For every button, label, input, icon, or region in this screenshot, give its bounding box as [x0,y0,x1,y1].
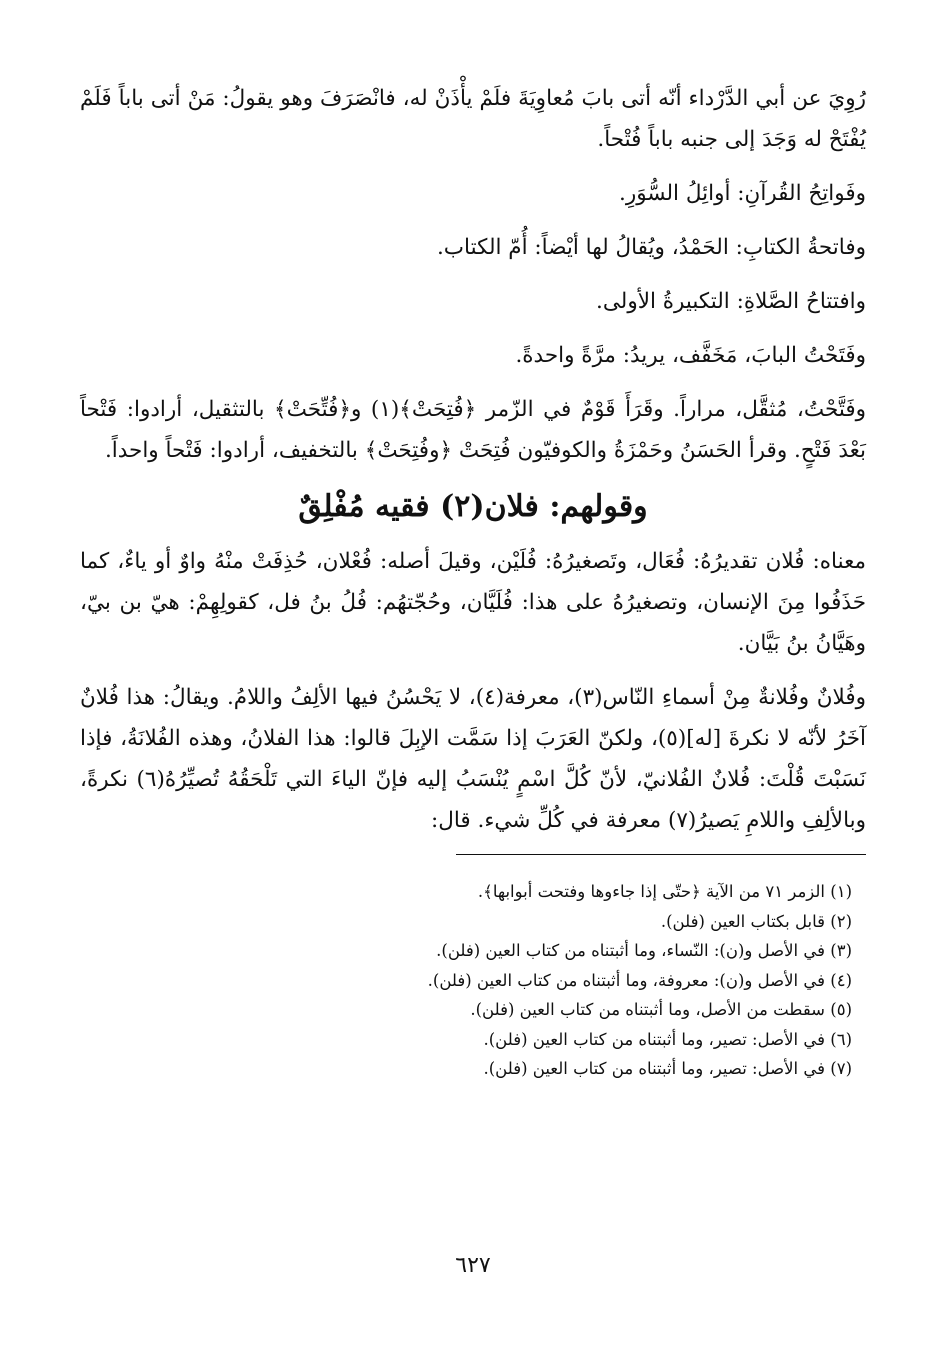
paragraph: وفُلانٌ وفُلانةٌ مِنْ أسماءِ النّاس(٣)، معرفة(٤)، لا يَحْسُنُ فيها الألِفُ واللامُ. ويقالُ: هذا فُلانٌ آخَرُ لأنّه لا نكرةَ [له](٥)، ولكنّ العَرَبَ إذا سَمَّت الإبِلَ قالوا: هذا الفلانُ، وهذه الفُلانَةُ، فإذا نَسَبْتَ قُلْتَ: فُلانٌ الفُلانيّ، لأنّ كُلَّ اسْمٍ يُنْسَبُ إليه فإنّ الياءَ التي تَلْحَقُهُ تُصيِّرُهُ(٦) نكرةً، وبالألِفِ واللامِ يَصيرُ(٧) معرفة في كُلِّ شيء. قال: [80,685,866,833]
section-heading: وقولهم: فلان(٢) فقيه مُفْلِقٌ [298,489,648,524]
footnote: (٢) قابل بكتاب العين (فلن). [660,911,852,931]
footnote: (٦) في الأصل: تصير، وما أثبتناه من كتاب العين (فلن). [483,1029,852,1049]
paragraph: معناه: فُلان تقديرُهُ: فُعَال، وتَصغيرُهُ: فُلَيْن، وقيلَ أصله: فُعْلان، حُذِفَتْ منْهُ واوٌ أو ياءٌ، كما حَذَفُوا مِنَ الإنسان، وتصغيرُهُ على هذا: فُلَيَّان، وحُجّتهُم: فُلُ بنُ فل، كقولِهِمْ: هيّ بن بيّ، وهَيَّانُ بنُ بَيَّان. [80,549,866,656]
page-number: ٦٢٧ [455,1253,491,1278]
footnote: (٣) في الأصل و(ن): النّساء، وما أثبتناه من كتاب العين (فلن). [436,941,852,960]
paragraph: وفَتَّحْتُ، مُثقَّل، مراراً. وقَرَأَ قَوْمٌ في الزّمر ﴿فُتِحَتْ﴾(١) و﴿فُتِّحَتْ﴾ بالتثقيل، أرادوا: فَتْحاً بَعْدَ فَتْحٍ. وقرأ الحَسَنُ وحَمْزَةُ والكوفيّون فُتِحَتْ ﴿وفُتِحَتْ﴾ بالتخفيف، أرادوا: فَتْحاً واحداً. [80,397,867,463]
paragraph: وفاتحةُ الكتابِ: الحَمْدُ، ويُقالُ لها أيْضاً: أُمّ الكتاب. [436,235,866,260]
body-text [80,78,866,471]
footnote-divider [456,854,866,855]
paragraph: وفَواتِحُ القُرآنِ: أوائِلُ السُّوَرِ. [619,181,866,206]
paragraph: وفَتَحْتُ البابَ، مَخَفَّف، يريدُ: مرَّةً واحدةً. [515,343,866,368]
body-text-2 [80,541,866,841]
footnote: (٥) سقطت من الأصل، وما أثبتناه من كتاب العين (فلن). [470,1000,852,1019]
paragraph: رُوِيَ عن أبي الدَّرْداء أنّه أتى بابَ مُعاوِيَةَ فلَمْ يأْذَنْ له، فانْصَرَفَ وهو يقولُ: مَنْ أتى باباً فَلَمْ يُفْتَحْ له وَجَدَ إلى جنبه باباً فُتْحاً. [80,86,866,152]
footnote: (١) الزمر ٧١ من الآية ﴿حتّى إذا جاءوها وفتحت أبوابها﴾. [477,882,852,901]
paragraph: وافتتاحُ الصَّلاةِ: التكبيرةُ الأولى. [596,289,866,314]
footnote: (٤) في الأصل و(ن): معروفة، وما أثبتناه من كتاب العين (فلن). [427,970,852,990]
footnotes [80,877,866,1084]
footnote: (٧) في الأصل: تصير، وما أثبتناه من كتاب العين (فلن). [483,1059,852,1078]
